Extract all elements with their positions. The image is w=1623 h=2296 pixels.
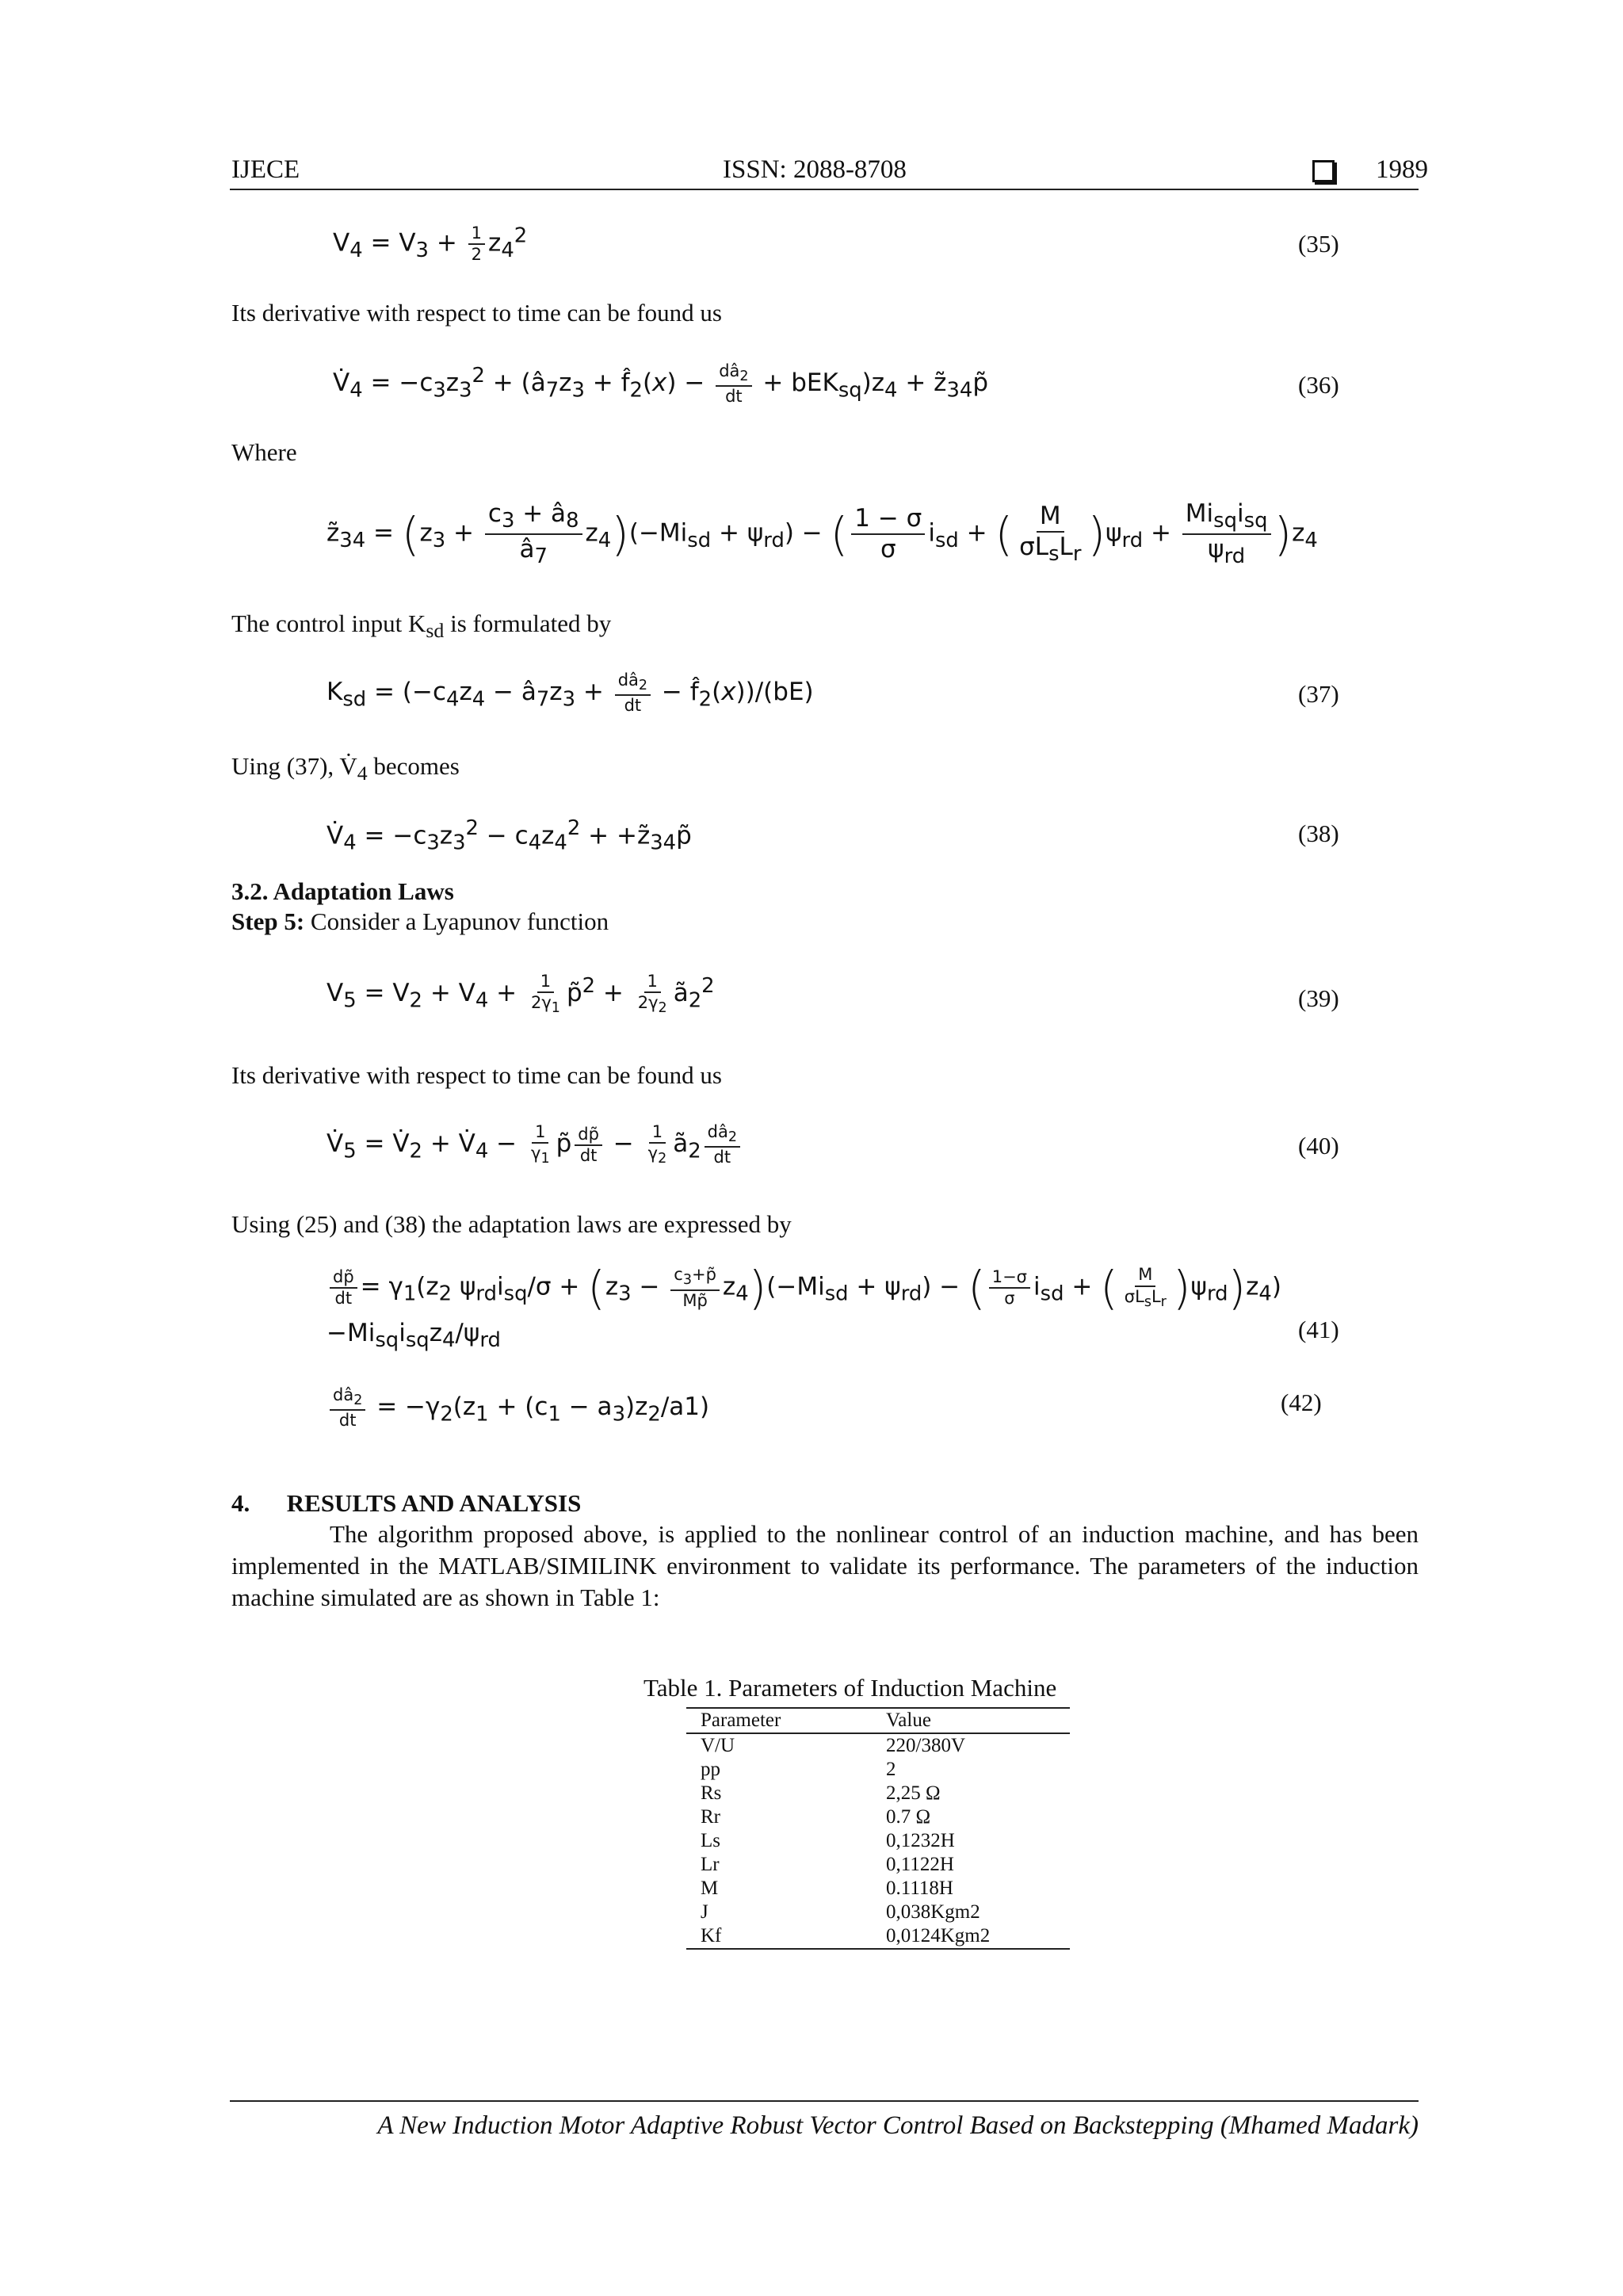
equation-number-37: (37) bbox=[1298, 680, 1339, 708]
table-cell-value: 0,038Kgm2 bbox=[886, 1901, 980, 1923]
equation-number-38: (38) bbox=[1298, 819, 1339, 847]
equation-39: $V_5 = V_2 + V_4$ + $\frac{1}{2\gamma_1}$ p̃$^2$ + $\frac{1}{2\gamma_2}$ $ã_2^2$ bbox=[327, 972, 715, 1017]
table-cell-param: Ls bbox=[701, 1830, 720, 1851]
paragraph-derivative-2: Its derivative with respect to time can be found us bbox=[231, 1061, 722, 1089]
step5-text: Consider a Lyapunov function bbox=[304, 907, 609, 935]
table-row bbox=[686, 1829, 1070, 1853]
table-row bbox=[686, 1853, 1070, 1877]
parameters-table bbox=[686, 1707, 1070, 1950]
equation-37: $K_{sd} = (-c_4z_4$ − $â_7z_3$ + $\frac{dâ_2}{dt}$ − $f̂_2(x))/(bE)$ bbox=[327, 670, 814, 716]
table-row bbox=[686, 1758, 1070, 1782]
table-row bbox=[686, 1733, 1070, 1758]
table-cell-param: M bbox=[701, 1878, 719, 1899]
table-row bbox=[686, 1877, 1070, 1901]
paragraph-using-37 bbox=[231, 751, 460, 789]
equation-number-41: (41) bbox=[1298, 1316, 1339, 1343]
header-rule bbox=[230, 189, 1419, 190]
table-cell-param: V/U bbox=[701, 1735, 735, 1756]
table-cell-value: 0,0124Kgm2 bbox=[872, 1924, 1070, 1949]
table-cell-param: Kf bbox=[686, 1924, 872, 1949]
table-cell-param: J bbox=[701, 1901, 708, 1923]
equation-number-40: (40) bbox=[1298, 1132, 1339, 1159]
section-heading-3-2: 3.2. Adaptation Laws bbox=[231, 877, 454, 905]
table-row bbox=[686, 1924, 1070, 1949]
table-row bbox=[686, 1901, 1070, 1924]
equation-38: $V̇_4 = -c_3z_3^2 - c_4z_4^2$ + $+z̃_{34}p̃$ bbox=[327, 816, 692, 855]
paragraph-control-input bbox=[231, 609, 611, 646]
table-cell-param: Rs bbox=[701, 1782, 722, 1804]
equation-41-line-1: $\frac{dp̃}{dt}$ = $\gamma_1(z_2$ $\psi_{rd}i_{sq}/\sigma + (z_3$ − $\frac{c_3+p̃}{Mp̃}$ $z_4)(-Mi_{sd} + \psi_{rd})$ − ( $\frac{1-\sigma}{\sigma}$ $i_{sd}$ + ( $\frac{M}{\sigma L_sL_r}$ )$\psi_{rd})z_4$) bbox=[327, 1265, 1281, 1311]
equation-41-line-2: $-Mi_{sq}i_{sq}z_4/\psi_{rd}$ bbox=[327, 1319, 501, 1353]
equation-40: $V̇_5$ = $V̇_2$ + $V̇_4$ − $\frac{1}{\gamma_1}$ p̃ $\frac{dp̃}{dt}$ − $\frac{1}{\gamma_2}$ $ã_2$ $\frac{dâ_2}{dt}$ bbox=[327, 1122, 743, 1167]
table-cell-value: 0.1118H bbox=[886, 1878, 953, 1899]
table-row bbox=[686, 1805, 1070, 1829]
paragraph-step-5 bbox=[231, 907, 609, 937]
control-input-pre: The control input K bbox=[231, 609, 426, 637]
table-cell-param: pp bbox=[701, 1759, 720, 1780]
using37-sub: 4 bbox=[357, 762, 368, 785]
table-cell-param: Lr bbox=[701, 1854, 720, 1875]
table-cell-value: 0,1122H bbox=[886, 1854, 954, 1875]
issn: ISSN: 2088-8708 bbox=[723, 155, 907, 184]
using37-pre: Uing (37), V̇ bbox=[231, 752, 357, 780]
equation-42: $\frac{dâ_2}{dt}$ = $-\gamma_2(z_1 + (c_1 - a_3)z_2/a1)$ bbox=[327, 1385, 709, 1431]
journal-name: IJECE bbox=[231, 155, 300, 184]
table-cell-param: Rr bbox=[701, 1806, 720, 1828]
square-bullet-icon bbox=[1312, 160, 1335, 182]
table-header-parameter: Parameter bbox=[686, 1708, 872, 1733]
step5-label: Step 5: bbox=[231, 907, 305, 935]
table-header-row bbox=[686, 1708, 1070, 1733]
table-cell-value: 0.7 Ω bbox=[886, 1806, 931, 1828]
table-row bbox=[686, 1782, 1070, 1805]
equation-number-42: (42) bbox=[1281, 1389, 1322, 1416]
footer-rule bbox=[230, 2100, 1419, 2102]
equation-z34: $z̃_{34} = (z_3$ + $\frac{c_3 + â_8}{â_7}$ $z_4)(-Mi_{sd} + \psi_{rd})$ − ( $\frac{1 - \sigma}{\sigma}$ $i_{sd}$ + ( $\frac{M}{\sigma L_sL_r}$ )$\psi_{rd}$ + $\frac{Mi_{sq}i_{sq}}{\psi_{rd}}$ )$z_4$ bbox=[327, 499, 1318, 569]
table-caption: Table 1. Parameters of Induction Machine bbox=[643, 1674, 1057, 1702]
page-number: 1989 bbox=[1376, 155, 1428, 184]
equation-35: $V_4 = V_3$ + $\frac{1}{2}$ $z_4^2$ bbox=[333, 223, 528, 265]
table-cell-value: 220/380V bbox=[886, 1735, 965, 1756]
control-input-sub: sd bbox=[426, 619, 445, 643]
running-title: A New Induction Motor Adaptive Robust Vector Control Based on Backstepping (Mhamed Madark) bbox=[377, 2111, 1419, 2140]
paragraph-derivative-1: Its derivative with respect to time can be found us bbox=[231, 299, 722, 327]
equation-number-39: (39) bbox=[1298, 984, 1339, 1012]
table-cell-value: 0,1232H bbox=[886, 1830, 955, 1851]
paragraph-where: Where bbox=[231, 438, 297, 466]
table-header-value: Value bbox=[872, 1708, 1070, 1733]
using37-post: becomes bbox=[367, 752, 460, 780]
paragraph-using-25: Using (25) and (38) the adaptation laws are expressed by bbox=[231, 1210, 792, 1238]
equation-number-36: (36) bbox=[1298, 371, 1339, 399]
equation-36: $V̇_4 = -c_3z_3^2$ + ($â_7z_3$ + $f̂_2(x)$ − $\frac{dâ_2}{dt}$ + $bEK_{sq})z_4$ + $z̃_{34}p̃$ bbox=[333, 361, 989, 407]
table-cell-value: 2 bbox=[886, 1759, 896, 1780]
table-cell-value: 2,25 Ω bbox=[886, 1782, 941, 1804]
control-input-post: is formulated by bbox=[444, 609, 612, 637]
section-heading-4: 4. RESULTS AND ANALYSIS bbox=[231, 1489, 582, 1517]
paragraph-results: The algorithm proposed above, is applied to the nonlinear control of an induction machine, and has been implemented in the MATLAB/SIMILINK environment to validate its performance. The parameters of the induction machine simulated are as shown in Table 1: bbox=[231, 1520, 1419, 1611]
equation-number-35: (35) bbox=[1298, 230, 1339, 258]
